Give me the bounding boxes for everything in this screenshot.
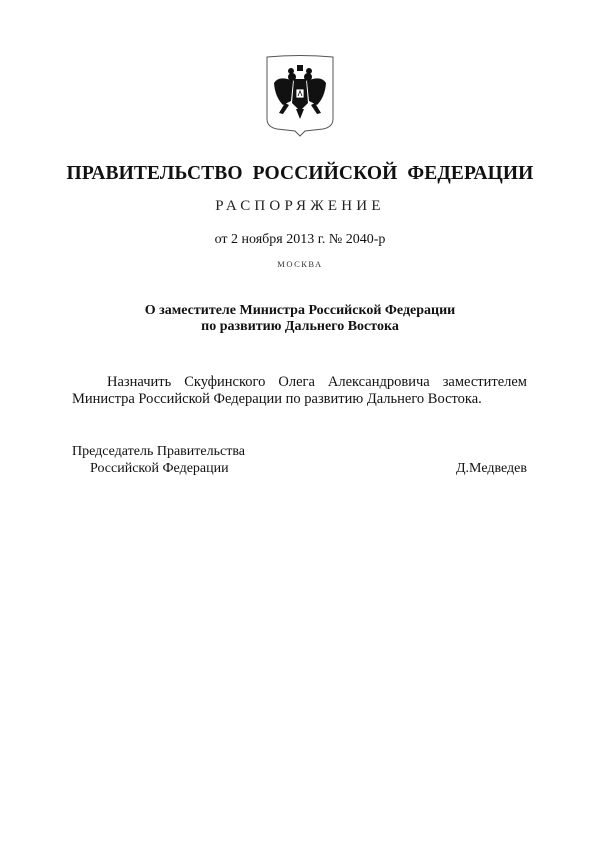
body-line-1 bbox=[107, 374, 527, 391]
body-word: Олега bbox=[278, 374, 315, 390]
coat-of-arms-icon bbox=[263, 53, 337, 137]
document-type: РАСПОРЯЖЕНИЕ bbox=[215, 198, 385, 214]
body-word: Назначить bbox=[107, 374, 172, 390]
body-word: Скуфинского bbox=[184, 374, 266, 390]
city: МОСКВА bbox=[277, 259, 323, 269]
body-word: заместителем bbox=[442, 374, 527, 390]
subject-line-2: по развитию Дальнего Востока bbox=[201, 319, 399, 334]
signatory-name: Д.Медведев bbox=[456, 461, 527, 476]
signatory-title-line-2: Российской Федерации bbox=[90, 461, 229, 476]
body-line-2: Министра Российской Федерации по развитию Дальнего Востока. bbox=[72, 391, 482, 407]
subject-line-1: О заместителе Министра Российской Федерации bbox=[144, 303, 456, 318]
signatory-title-line-1: Председатель Правительства bbox=[72, 444, 245, 459]
body-word: Александровича bbox=[327, 374, 430, 390]
issuer-heading: ПРАВИТЕЛЬСТВО РОССИЙСКОЙ ФЕДЕРАЦИИ bbox=[66, 163, 534, 184]
date-number: от 2 ноября 2013 г. № 2040-р bbox=[214, 232, 386, 247]
